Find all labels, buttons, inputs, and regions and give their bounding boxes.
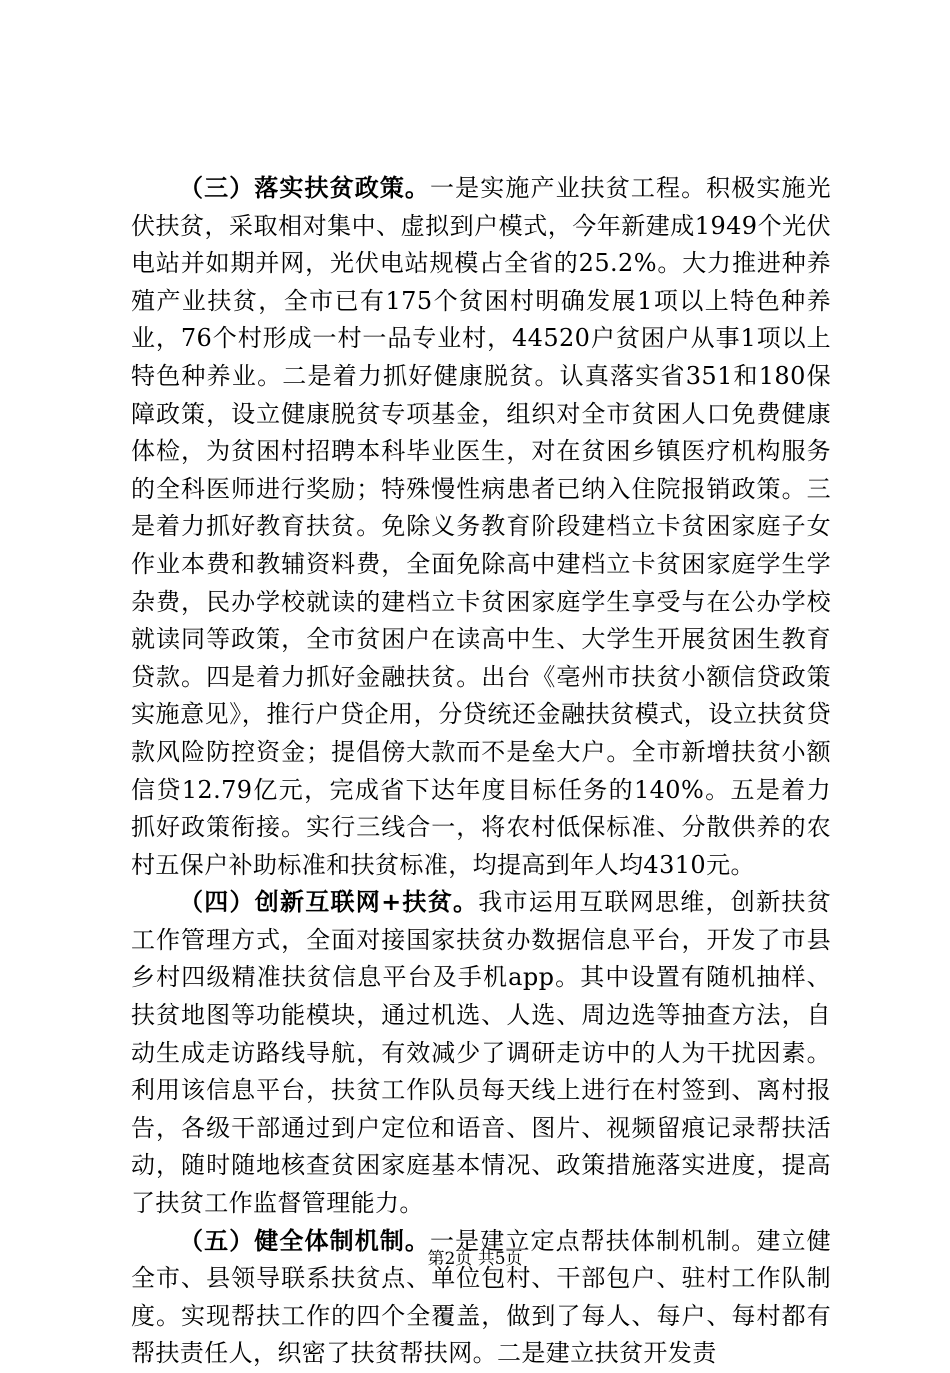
page-footer: 第2页 共5页 bbox=[427, 1249, 523, 1269]
document-body bbox=[131, 170, 831, 1373]
paragraph-text-internet: 我市运用互联网思维，创新扶贫工作管理方式，全面对接国家扶贫办数据信息平台，开发了市县乡村四级精准扶贫信息平台及手机app。其中设置有随机抽样、扶贫地图等功能模块，通过机选、人选、周边选等抽查方法，自动生成走访路线导航，有效减少了调研走访中的人为干扰因素。利用该信息平台，扶贫工作队员每天线上进行在村签到、离村报告，各级干部通过到户定位和语音、图片、视频留痕记录帮扶活动，随时随地核查贫困家庭基本情况、政策措施落实进度，提高了扶贫工作监督管理能力。 bbox=[131, 888, 831, 1218]
paragraph-text-policy: 一是实施产业扶贫工程。积极实施光伏扶贫，采取相对集中、虚拟到户模式，今年新建成1949个光伏电站并如期并网，光伏电站规模占全省的25.2%。大力推进种养殖产业扶贫，全市已有175个贫困村明确发展1项以上特色种养业，76个村形成一村一品专业村，44520户贫困户从事1项以上特色种养业。二是着力抓好健康脱贫。认真落实省351和180保障政策，设立健康脱贫专项基金，组织对全市贫困人口免费健康体检，为贫困村招聘本科毕业医生，对在贫困乡镇医疗机构服务的全科医师进行奖励；特殊慢性病患者已纳入住院报销政策。三是着力抓好教育扶贫。免除义务教育阶段建档立卡贫困家庭子女作业本费和教辅资料费，全面免除高中建档立卡贫困家庭学生学杂费，民办学校就读的建档立卡贫困家庭学生享受与在公办学校就读同等政策，全市贫困户在读高中生、大学生开展贫困生教育贷款。四是着力抓好金融扶贫。出台《亳州市扶贫小额信贷政策实施意见》，推行户贷企用，分贷统还金融扶贫模式，设立扶贫贷款风险防控资金；提倡傍大款而不是垒大户。全市新增扶贫小额信贷12.79亿元，完成省下达年度目标任务的140%。五是着力抓好政策衔接。实行三线合一，将农村低保标准、分散供养的农村五保户补助标准和扶贫标准，均提高到年人均4310元。 bbox=[131, 174, 832, 879]
paragraph-text-mechanism: 一是建立定点帮扶体制机制。建立健全市、县领导联系扶贫点、单位包村、干部包户、驻村工作队制度。实现帮扶工作的四个全覆盖，做到了每人、每户、每村都有帮扶责任人，织密了扶贫帮扶网。二是建立扶贫开发责 bbox=[131, 1226, 832, 1368]
paragraph-internet bbox=[131, 884, 831, 1222]
section-heading-internet: （四）创新互联网+扶贫。 bbox=[179, 888, 479, 917]
paragraph-policy bbox=[131, 170, 831, 884]
section-heading-policy: （三）落实扶贫政策。 bbox=[179, 174, 431, 202]
section-heading-mechanism: （五）健全体制机制。 bbox=[179, 1226, 431, 1255]
